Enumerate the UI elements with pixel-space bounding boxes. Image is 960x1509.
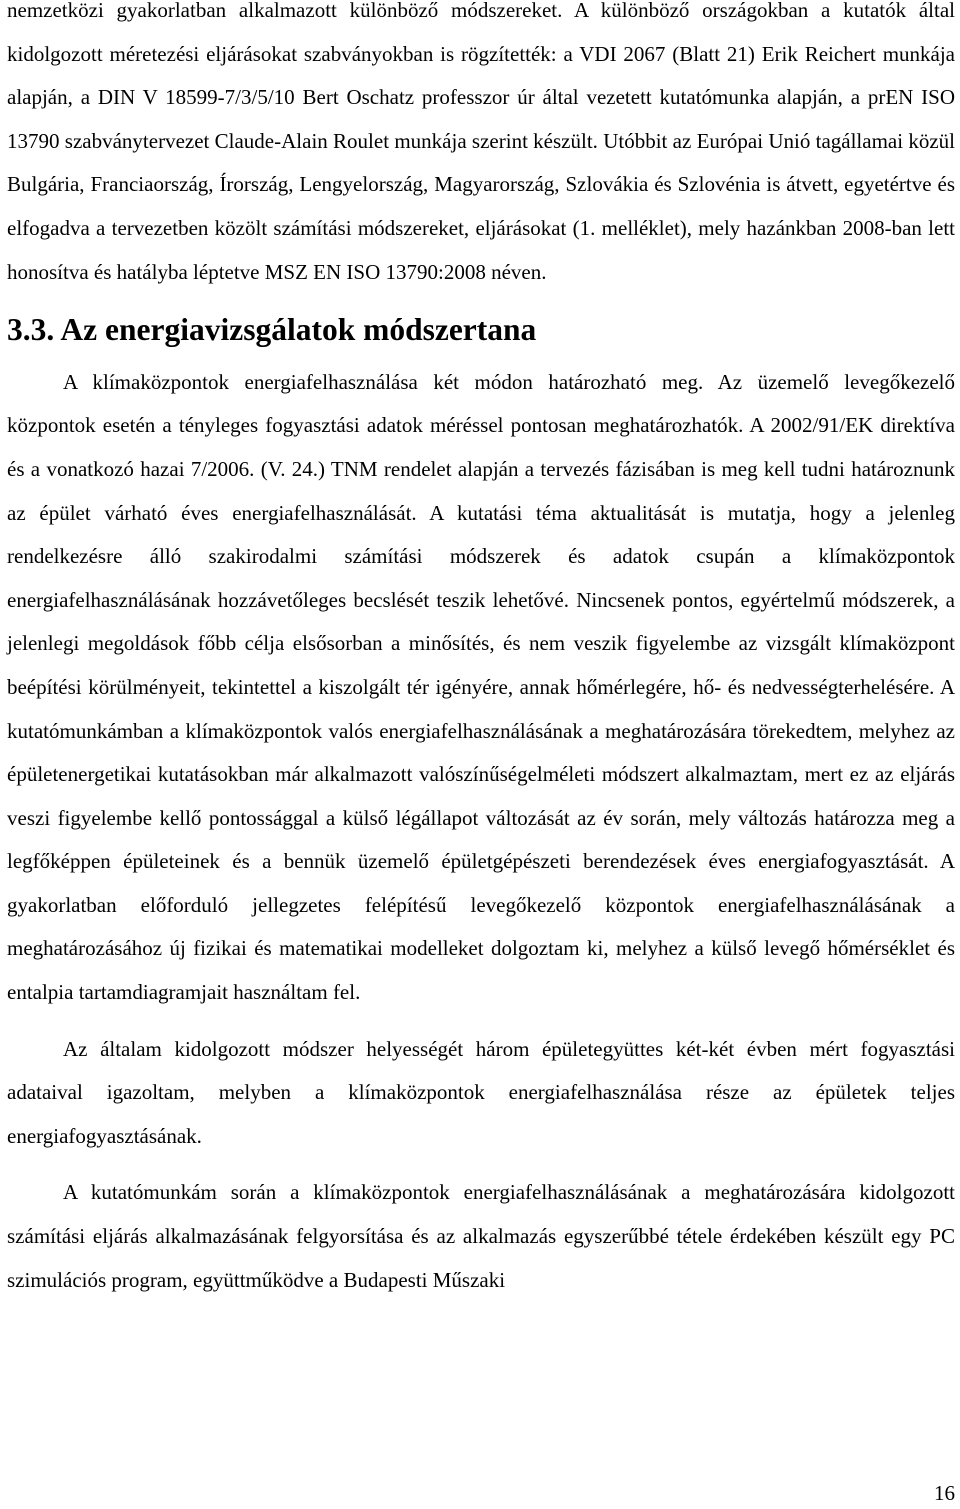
- section-heading: 3.3. Az energiavizsgálatok módszertana: [7, 312, 537, 348]
- paragraph-standards: nemzetközi gyakorlatban alkalmazott különböző módszereket. A különböző országokban a kutatók által kidolgozott méretezési eljárásokat szabványokban is rögzítették: a VDI 2067 (Blatt 21) Erik Reichert munkája alapján, a DIN V 18599-7/3/5/10 Bert Oschatz professzor úr által vezetett kutatómunka alapján, a prEN ISO 13790 szabványtervezet Claude-Alain Roulet munkája szerint készült. Utóbbit az Európai Unió tagállamai közül Bulgária, Franciaország, Írország, Lengyelország, Magyarország, Szlovákia és Szlovénia is átvett, egyetértve és elfogadva a tervezetben közölt számítási módszereket, eljárásokat (1. melléklet), mely hazánkban 2008-ban lett honosítva és hatályba léptetve MSZ EN ISO 13790:2008 néven.: [7, 0, 955, 284]
- page-number: 16: [934, 1481, 955, 1505]
- paragraph-methodology: A klímaközpontok energiafelhasználása két módon határozható meg. Az üzemelő levegőkezelő központok esetén a tényleges fogyasztási adatok méréssel pontosan meghatározhatók. A 2002/91/EK direktíva és a vonatkozó hazai 7/2006. (V. 24.) TNM rendelet alapján a tervezés fázisában is meg kell tudni határoznunk az épület várható éves energiafelhasználását. A kutatási téma aktualitását is mutatja, hogy a jelenleg rendelkezésre álló szakirodalmi számítási módszerek és adatok csupán a klímaközpontok energiafelhasználásának hozzávetőleges becslését teszik lehetővé. Nincsenek pontos, egyértelmű módszerek, a jelenlegi megoldások főbb célja elsősorban a minősítés, és nem veszik figyelembe az vizsgált klímaközpont beépítési körülményeit, tekintettel a kiszolgált tér igényére, annak hőmérlegére, hő- és nedvességterhelésére. A kutatómunkámban a klímaközpontok valós energiafelhasználásának a meghatározására törekedtem, melyhez az épületenergetikai kutatásokban már alkalmazott valószínűségelméleti módszert alkalmaztam, mert ez az eljárás veszi figyelembe kellő pontossággal a külső légállapot változását az év során, mely változás határozza meg a legfőképpen épületeinek és a bennük üzemelő épületgépészeti berendezések éves energiafogyasztását. A gyakorlatban előforduló jellegzetes felépítésű levegőkezelő központok energiafelhasználásának a meghatározásához új fizikai és matematikai modelleket dolgoztam ki, melyhez a külső levegő hőmérséklet és entalpia tartamdiagramjait használtam fel.: [7, 369, 955, 1005]
- document-page: [7, 0, 955, 1302]
- paragraph-simulation-program: A kutatómunkám során a klímaközpontok energiafelhasználásának a meghatározására kidolgozott számítási eljárás alkalmazásának felgyorsítása és az alkalmazás egyszerűbbé tétele érdekében készült egy PC szimulációs program, együttműködve a Budapesti Műszaki: [7, 1180, 955, 1292]
- paragraph-validation: Az általam kidolgozott módszer helyességét három épületegyüttes két-két évben mért fogyasztási adataival igazoltam, melyben a klímaközpontok energiafelhasználása része az épületek teljes energiafogyasztásának.: [7, 1036, 955, 1148]
